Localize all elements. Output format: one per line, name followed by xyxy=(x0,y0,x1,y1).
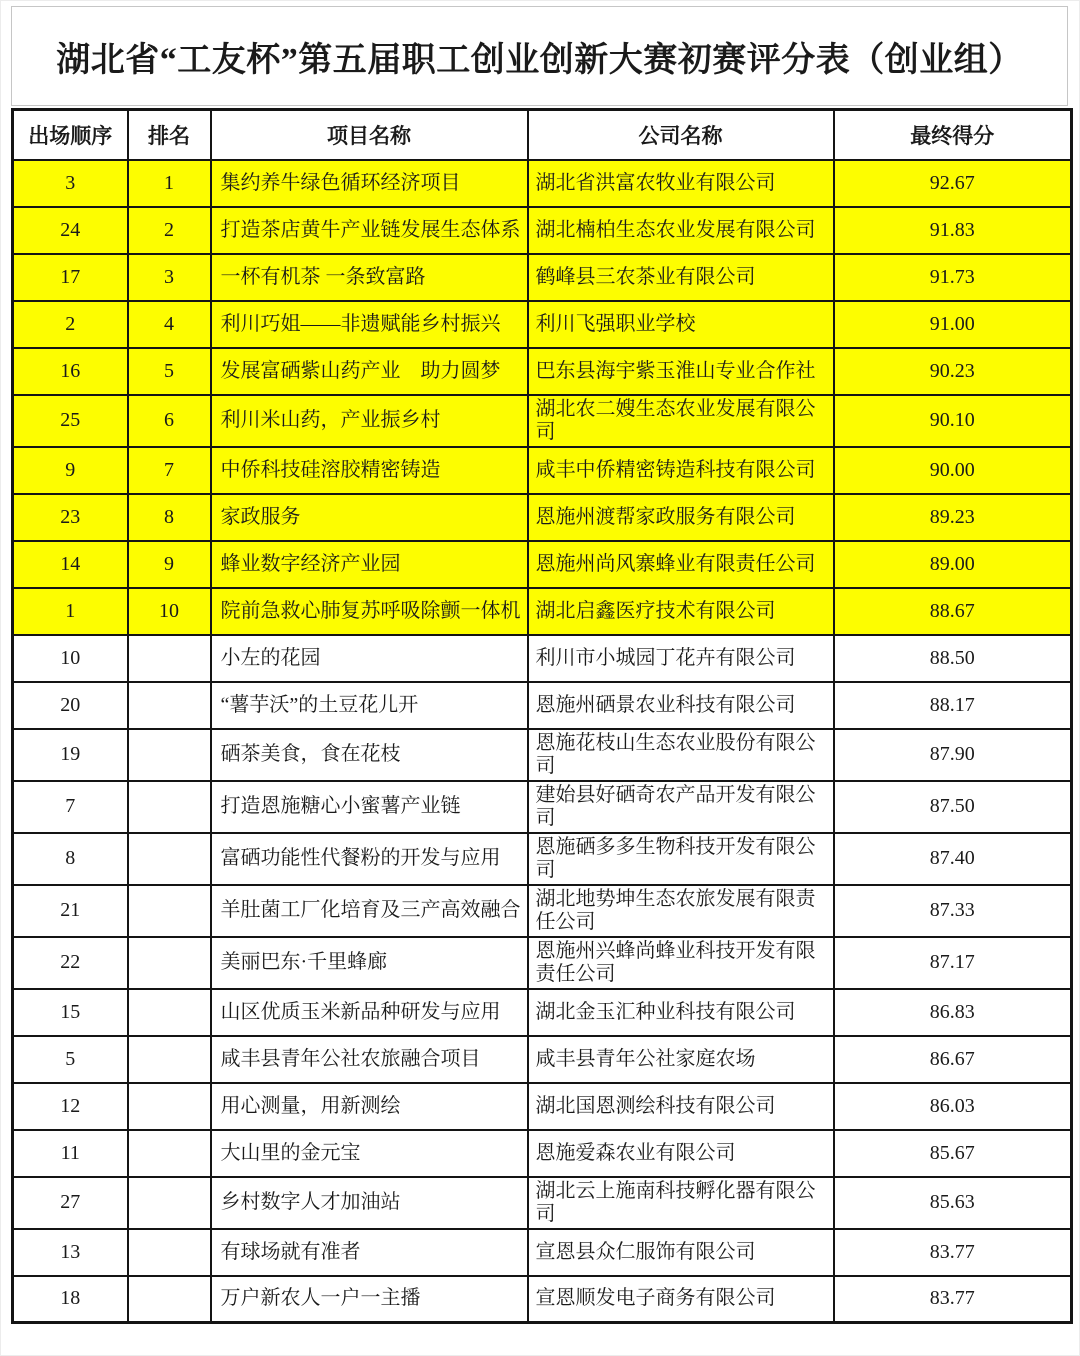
score-cell: 85.67 xyxy=(834,1130,1072,1177)
project-cell: 大山里的金元宝 xyxy=(211,1130,528,1177)
order-cell: 18 xyxy=(13,1276,128,1323)
table-row xyxy=(13,254,1072,301)
rank-cell xyxy=(128,1130,211,1177)
project-cell: 院前急救心肺复苏呼吸除颤一体机 xyxy=(211,588,528,635)
company-cell: 咸丰县青年公社家庭农场 xyxy=(528,1036,834,1083)
score-cell: 86.67 xyxy=(834,1036,1072,1083)
table-row xyxy=(13,348,1072,395)
rank-cell xyxy=(128,1177,211,1229)
project-cell: 蜂业数字经济产业园 xyxy=(211,541,528,588)
company-cell: 湖北云上施南科技孵化器有限公司 xyxy=(528,1177,834,1229)
score-cell: 89.00 xyxy=(834,541,1072,588)
company-cell: 恩施花枝山生态农业股份有限公司 xyxy=(528,729,834,781)
order-cell: 27 xyxy=(13,1177,128,1229)
table-row xyxy=(13,729,1072,781)
table-row xyxy=(13,781,1072,833)
score-cell: 87.90 xyxy=(834,729,1072,781)
table-row xyxy=(13,937,1072,989)
project-cell: 集约养牛绿色循环经济项目 xyxy=(211,160,528,207)
score-cell: 86.83 xyxy=(834,989,1072,1036)
order-cell: 1 xyxy=(13,588,128,635)
company-cell: 湖北启鑫医疗技术有限公司 xyxy=(528,588,834,635)
score-cell: 89.23 xyxy=(834,494,1072,541)
project-cell: 用心测量，用新测绘 xyxy=(211,1083,528,1130)
company-cell: 利川飞强职业学校 xyxy=(528,301,834,348)
project-cell: 家政服务 xyxy=(211,494,528,541)
company-cell: 湖北楠柏生态农业发展有限公司 xyxy=(528,207,834,254)
company-cell: 恩施爱森农业有限公司 xyxy=(528,1130,834,1177)
score-cell: 90.10 xyxy=(834,395,1072,447)
order-cell: 2 xyxy=(13,301,128,348)
project-cell: 利川巧姐——非遗赋能乡村振兴 xyxy=(211,301,528,348)
rank-cell: 1 xyxy=(128,160,211,207)
rank-cell xyxy=(128,885,211,937)
project-cell: 发展富硒紫山药产业 助力圆梦 xyxy=(211,348,528,395)
order-cell: 17 xyxy=(13,254,128,301)
company-cell: 鹤峰县三农茶业有限公司 xyxy=(528,254,834,301)
table-row xyxy=(13,885,1072,937)
table-row xyxy=(13,1083,1072,1130)
header-rank: 排名 xyxy=(128,110,211,160)
table-row xyxy=(13,1229,1072,1276)
company-cell: 恩施州硒景农业科技有限公司 xyxy=(528,682,834,729)
order-cell: 23 xyxy=(13,494,128,541)
company-cell: 利川市小城园丁花卉有限公司 xyxy=(528,635,834,682)
table-row xyxy=(13,1130,1072,1177)
order-cell: 5 xyxy=(13,1036,128,1083)
project-cell: 乡村数字人才加油站 xyxy=(211,1177,528,1229)
company-cell: 宣恩顺发电子商务有限公司 xyxy=(528,1276,834,1323)
rank-cell: 5 xyxy=(128,348,211,395)
header-company: 公司名称 xyxy=(528,110,834,160)
order-cell: 22 xyxy=(13,937,128,989)
table-row xyxy=(13,1036,1072,1083)
header-row xyxy=(13,110,1072,160)
rank-cell: 4 xyxy=(128,301,211,348)
table-row xyxy=(13,301,1072,348)
company-cell: 咸丰中侨精密铸造科技有限公司 xyxy=(528,447,834,494)
rank-cell: 8 xyxy=(128,494,211,541)
project-cell: 万户新农人一户一主播 xyxy=(211,1276,528,1323)
score-cell: 87.33 xyxy=(834,885,1072,937)
score-cell: 83.77 xyxy=(834,1229,1072,1276)
score-cell: 88.17 xyxy=(834,682,1072,729)
table-row xyxy=(13,833,1072,885)
company-cell: 巴东县海宇紫玉淮山专业合作社 xyxy=(528,348,834,395)
score-cell: 88.67 xyxy=(834,588,1072,635)
order-cell: 16 xyxy=(13,348,128,395)
project-cell: 打造恩施糖心小蜜薯产业链 xyxy=(211,781,528,833)
project-cell: 小左的花园 xyxy=(211,635,528,682)
title-box xyxy=(11,6,1068,106)
rank-cell xyxy=(128,937,211,989)
rank-cell xyxy=(128,1083,211,1130)
score-cell: 83.77 xyxy=(834,1276,1072,1323)
rank-cell xyxy=(128,1276,211,1323)
project-cell: 咸丰县青年公社农旅融合项目 xyxy=(211,1036,528,1083)
order-cell: 19 xyxy=(13,729,128,781)
table-row xyxy=(13,635,1072,682)
header-project: 项目名称 xyxy=(211,110,528,160)
score-cell: 88.50 xyxy=(834,635,1072,682)
score-cell: 90.23 xyxy=(834,348,1072,395)
project-cell: 富硒功能性代餐粉的开发与应用 xyxy=(211,833,528,885)
company-cell: 恩施州尚风寨蜂业有限责任公司 xyxy=(528,541,834,588)
table-row xyxy=(13,989,1072,1036)
order-cell: 15 xyxy=(13,989,128,1036)
rank-cell xyxy=(128,833,211,885)
table-row xyxy=(13,1276,1072,1323)
table-row xyxy=(13,207,1072,254)
rank-cell xyxy=(128,781,211,833)
project-cell: 利川米山药，产业振乡村 xyxy=(211,395,528,447)
table-row xyxy=(13,541,1072,588)
order-cell: 13 xyxy=(13,1229,128,1276)
project-cell: “薯芋沃”的土豆花儿开 xyxy=(211,682,528,729)
rank-cell xyxy=(128,635,211,682)
rank-cell: 6 xyxy=(128,395,211,447)
score-cell: 87.40 xyxy=(834,833,1072,885)
rank-cell: 7 xyxy=(128,447,211,494)
order-cell: 20 xyxy=(13,682,128,729)
score-cell: 85.63 xyxy=(834,1177,1072,1229)
project-cell: 硒茶美食，食在花枝 xyxy=(211,729,528,781)
score-cell: 92.67 xyxy=(834,160,1072,207)
company-cell: 湖北国恩测绘科技有限公司 xyxy=(528,1083,834,1130)
score-table xyxy=(11,108,1073,1324)
table-row xyxy=(13,447,1072,494)
company-cell: 湖北农二嫂生态农业发展有限公司 xyxy=(528,395,834,447)
table-header xyxy=(13,110,1072,160)
company-cell: 湖北地势坤生态农旅发展有限责任公司 xyxy=(528,885,834,937)
table-row xyxy=(13,588,1072,635)
company-cell: 恩施硒多多生物科技开发有限公司 xyxy=(528,833,834,885)
header-order: 出场顺序 xyxy=(13,110,128,160)
score-cell: 91.00 xyxy=(834,301,1072,348)
company-cell: 恩施州兴蜂尚蜂业科技开发有限责任公司 xyxy=(528,937,834,989)
project-cell: 一杯有机茶 一条致富路 xyxy=(211,254,528,301)
project-cell: 打造茶店黄牛产业链发展生态体系 xyxy=(211,207,528,254)
company-cell: 湖北省洪富农牧业有限公司 xyxy=(528,160,834,207)
project-cell: 羊肚菌工厂化培育及三产高效融合 xyxy=(211,885,528,937)
order-cell: 3 xyxy=(13,160,128,207)
page-title: 湖北省“工友杯”第五届职工创业创新大赛初赛评分表（创业组） xyxy=(56,41,1023,79)
order-cell: 11 xyxy=(13,1130,128,1177)
score-cell: 86.03 xyxy=(834,1083,1072,1130)
table-row xyxy=(13,682,1072,729)
score-cell: 91.83 xyxy=(834,207,1072,254)
order-cell: 10 xyxy=(13,635,128,682)
order-cell: 9 xyxy=(13,447,128,494)
rank-cell: 10 xyxy=(128,588,211,635)
score-cell: 87.50 xyxy=(834,781,1072,833)
company-cell: 宣恩县众仁服饰有限公司 xyxy=(528,1229,834,1276)
project-cell: 山区优质玉米新品种研发与应用 xyxy=(211,989,528,1036)
rank-cell: 9 xyxy=(128,541,211,588)
table-row xyxy=(13,395,1072,447)
company-cell: 湖北金玉汇种业科技有限公司 xyxy=(528,989,834,1036)
rank-cell xyxy=(128,1229,211,1276)
header-score: 最终得分 xyxy=(834,110,1072,160)
order-cell: 12 xyxy=(13,1083,128,1130)
rank-cell: 2 xyxy=(128,207,211,254)
table-row xyxy=(13,160,1072,207)
score-cell: 87.17 xyxy=(834,937,1072,989)
project-cell: 中侨科技硅溶胶精密铸造 xyxy=(211,447,528,494)
rank-cell: 3 xyxy=(128,254,211,301)
order-cell: 24 xyxy=(13,207,128,254)
project-cell: 有球场就有准者 xyxy=(211,1229,528,1276)
rank-cell xyxy=(128,1036,211,1083)
rank-cell xyxy=(128,682,211,729)
order-cell: 14 xyxy=(13,541,128,588)
company-cell: 恩施州渡帮家政服务有限公司 xyxy=(528,494,834,541)
order-cell: 7 xyxy=(13,781,128,833)
order-cell: 25 xyxy=(13,395,128,447)
rank-cell xyxy=(128,989,211,1036)
order-cell: 21 xyxy=(13,885,128,937)
table-body xyxy=(13,160,1072,1323)
rank-cell xyxy=(128,729,211,781)
table-row xyxy=(13,1177,1072,1229)
score-cell: 91.73 xyxy=(834,254,1072,301)
score-cell: 90.00 xyxy=(834,447,1072,494)
table-row xyxy=(13,494,1072,541)
company-cell: 建始县好硒奇农产品开发有限公司 xyxy=(528,781,834,833)
order-cell: 8 xyxy=(13,833,128,885)
project-cell: 美丽巴东·千里蜂廊 xyxy=(211,937,528,989)
